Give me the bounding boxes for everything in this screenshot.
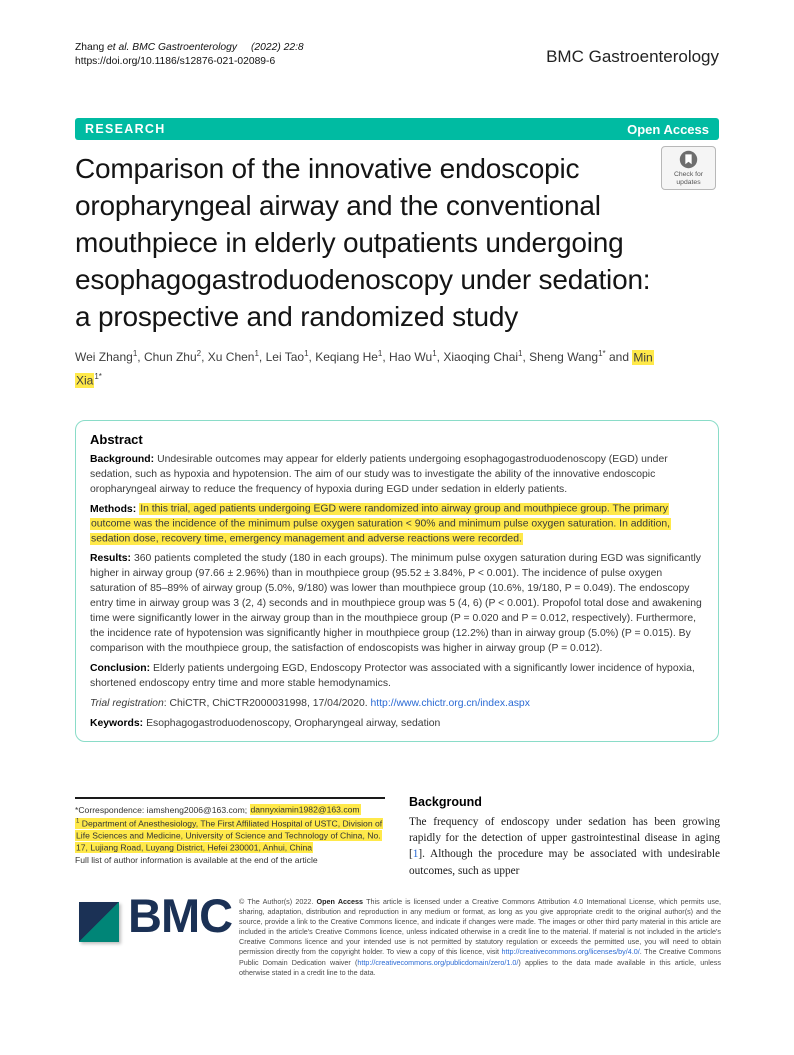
affiliation-line xyxy=(75,816,388,854)
methods-label: Methods: xyxy=(90,503,137,515)
page-title: Comparison of the innovative endoscopic oropharyngeal airway and the conventional mouthpiece in elderly outpatients undergoing esophagogastroduodenoscopy under sedation: a prospective and randomized study xyxy=(75,153,651,332)
author: Xu Chen$^1$, xyxy=(207,349,266,364)
citation-ref-1[interactable]: 1 xyxy=(412,848,419,861)
bmc-logo-mark xyxy=(79,902,119,942)
author: Keqiang He$^1$, xyxy=(315,349,390,364)
bmc-logo-text: BMC xyxy=(128,889,233,942)
trial-registry-link[interactable]: http://www.chictr.org.cn/index.aspx xyxy=(370,697,530,709)
correspondence-footnote xyxy=(75,797,388,866)
background-label: Background: xyxy=(90,454,155,465)
journal-name: BMC Gastroenterology xyxy=(546,47,719,66)
results-label: Results: xyxy=(90,553,131,565)
author: Xiaoqing Chai$^1$, xyxy=(443,349,530,364)
citation-line: Zhang et al. BMC Gastroenterology (2022) 22:8 xyxy=(75,42,304,53)
abstract-results: Results: 360 patients completed the study (180 in each groups). The minimum pulse oxygen saturation during EGD was significantly higher in airway group (97.66 ± 2.96%) than in mouthpiece group (95.52 ± 3.84%, P < 0.001). The incidence of pulse oxygen saturation of 85–89% of airway group (5.0%, 9/180) was lower than mouthpiece group (10.6%, 19/180, P = 0.049). The endoscopy entry time in airway group was 3 (2, 4) seconds and in mouthpiece group was 5 (4, 6) (P < 0.001). Propofol total dose and awakening time were significantly lower in the airway group than in the mouthpiece group (P = 0.020 and P = 0.012, respectively). Furthermore, the incidence rate of hypotension was significantly higher in mouthpiece group (12.2%) than in airway group (5.0%) (P = 0.015). By comparison with the mouthpiece group, the satisfaction of endoscopists was higher in airway group (P = 0.012). xyxy=(90,553,702,654)
footnote-divider xyxy=(75,797,385,799)
article-type-banner xyxy=(75,118,719,140)
research-label: RESEARCH xyxy=(85,122,166,136)
background-section xyxy=(409,795,720,879)
license-text: © The Author(s) 2022. Open Access This article is licensed under a Creative Commons Attribution 4.0 International License, which permits use, sharing, adaptation, distribution and reproduction in any medium or format, as long as you give appropriate credit to the original author(s) and the source, provide a link to the Creative Commons licence, and indicate if changes were made. The images or other third party material in this article are included in the article's Creative Commons licence, unless indicated otherwise in a credit line to the material. If material is not included in the article's Creative Commons licence and your intended use is not permitted by statutory regulation or exceeds the permitted use, you will need to obtain permission directly from the copyright holder. To view a copy of this licence, visit http://creativecommons.org/licenses/by/4.0/. The Creative Commons Public Domain Dedication waiver (http://creativecommons.org/publicdomain/zero/1.0/) applies to the data made available in this article, unless otherwise stated in a credit line to the data. xyxy=(239,897,722,977)
abstract-trial-registration: Trial registration: ChiCTR, ChiCTR2000031998, 17/04/2020. http://www.chictr.org.cn/index.aspx xyxy=(90,697,530,709)
correspondence-email-highlighted: dannyxiamin1982@163.com xyxy=(250,804,360,815)
author-highlighted: Min Xia$^{1*}$ xyxy=(76,350,653,387)
trial-registration-label: Trial registration xyxy=(90,697,164,709)
affiliation-highlighted: $^1$ Department of Anesthesiology, The First Affiliated Hospital of USTC, Division of Life Sciences and Medicine, University of Science and Technology of China, No. 17, Lujiang Road, Luyang District, Hefei 230001, Anhui, China xyxy=(76,818,383,853)
abstract-box xyxy=(75,420,719,742)
cc-zero-license-link[interactable]: http://creativecommons.org/publicdomain/zero/1.0/ xyxy=(357,957,519,967)
author-list xyxy=(75,344,679,390)
citation-block xyxy=(75,41,304,69)
conclusion-label: Conclusion: xyxy=(90,662,151,674)
doi-text: https://doi.org/10.1186/s12876-021-02089-6 xyxy=(75,56,276,67)
author: Chun Zhu$^2$, xyxy=(143,349,208,364)
author: Hao Wu$^1$, xyxy=(389,349,444,364)
correspondence-line: *Correspondence: iamsheng2006@163.com; dannyxiamin1982@163.com xyxy=(75,804,360,815)
citation-volume: (2022) 22:8 xyxy=(250,42,304,53)
background-paragraph: The frequency of endoscopy under sedation has been growing rapidly for the detection of upper gastrointestinal disease in aging [1]. Although the procedure may be associated with undesirable outcomes, such as upper xyxy=(409,816,720,877)
check-badge-label: Check for updates xyxy=(673,171,704,186)
author: Lei Tao$^1$, xyxy=(265,349,316,364)
open-access-bold: Open Access xyxy=(316,897,364,906)
cc-by-license-link[interactable]: http://creativecommons.org/licenses/by/4.0/ xyxy=(501,947,640,957)
author: Sheng Wang$^{1*}$ and xyxy=(529,349,633,364)
abstract-conclusion: Conclusion: Elderly patients undergoing EGD, Endoscopy Protector was associated with a significantly lower incidence of hypoxia, shortened endoscopy entry time and more stable hemodynamics. xyxy=(90,662,695,689)
abstract-heading: Abstract xyxy=(90,432,143,447)
abstract-background: Background: Undesirable outcomes may appear for elderly patients undergoing esophagogastroduodenoscopy (EGD) under sedation, such as hypoxia and hypotension. The aim of our study was to investigate the ability of the innovative endoscopic oropharyngeal airway to reduce the frequency of hypoxia during EGD under sedation in elderly patients. xyxy=(90,454,668,495)
keywords-label: Keywords: xyxy=(90,717,144,729)
full-list-note: Full list of author information is available at the end of the article xyxy=(75,855,318,866)
open-access-label: Open Access xyxy=(627,121,709,137)
abstract-keywords: Keywords: Esophagogastroduodenoscopy, Oropharyngeal airway, sedation xyxy=(90,717,441,729)
background-heading: Background xyxy=(409,795,482,809)
author: Wei Zhang$^1$, xyxy=(75,349,144,364)
abstract-methods xyxy=(90,503,704,548)
methods-highlighted-text: In this trial, aged patients undergoing EGD were randomized into airway group and mouthpiece group. The primary outcome was the incidence of the minimum pulse oxygen saturation < 90% and minimum pulse oxygen saturation. In addition, sedation dose, recovery time, emergency management and adverse reactions were recorded. xyxy=(91,503,671,545)
